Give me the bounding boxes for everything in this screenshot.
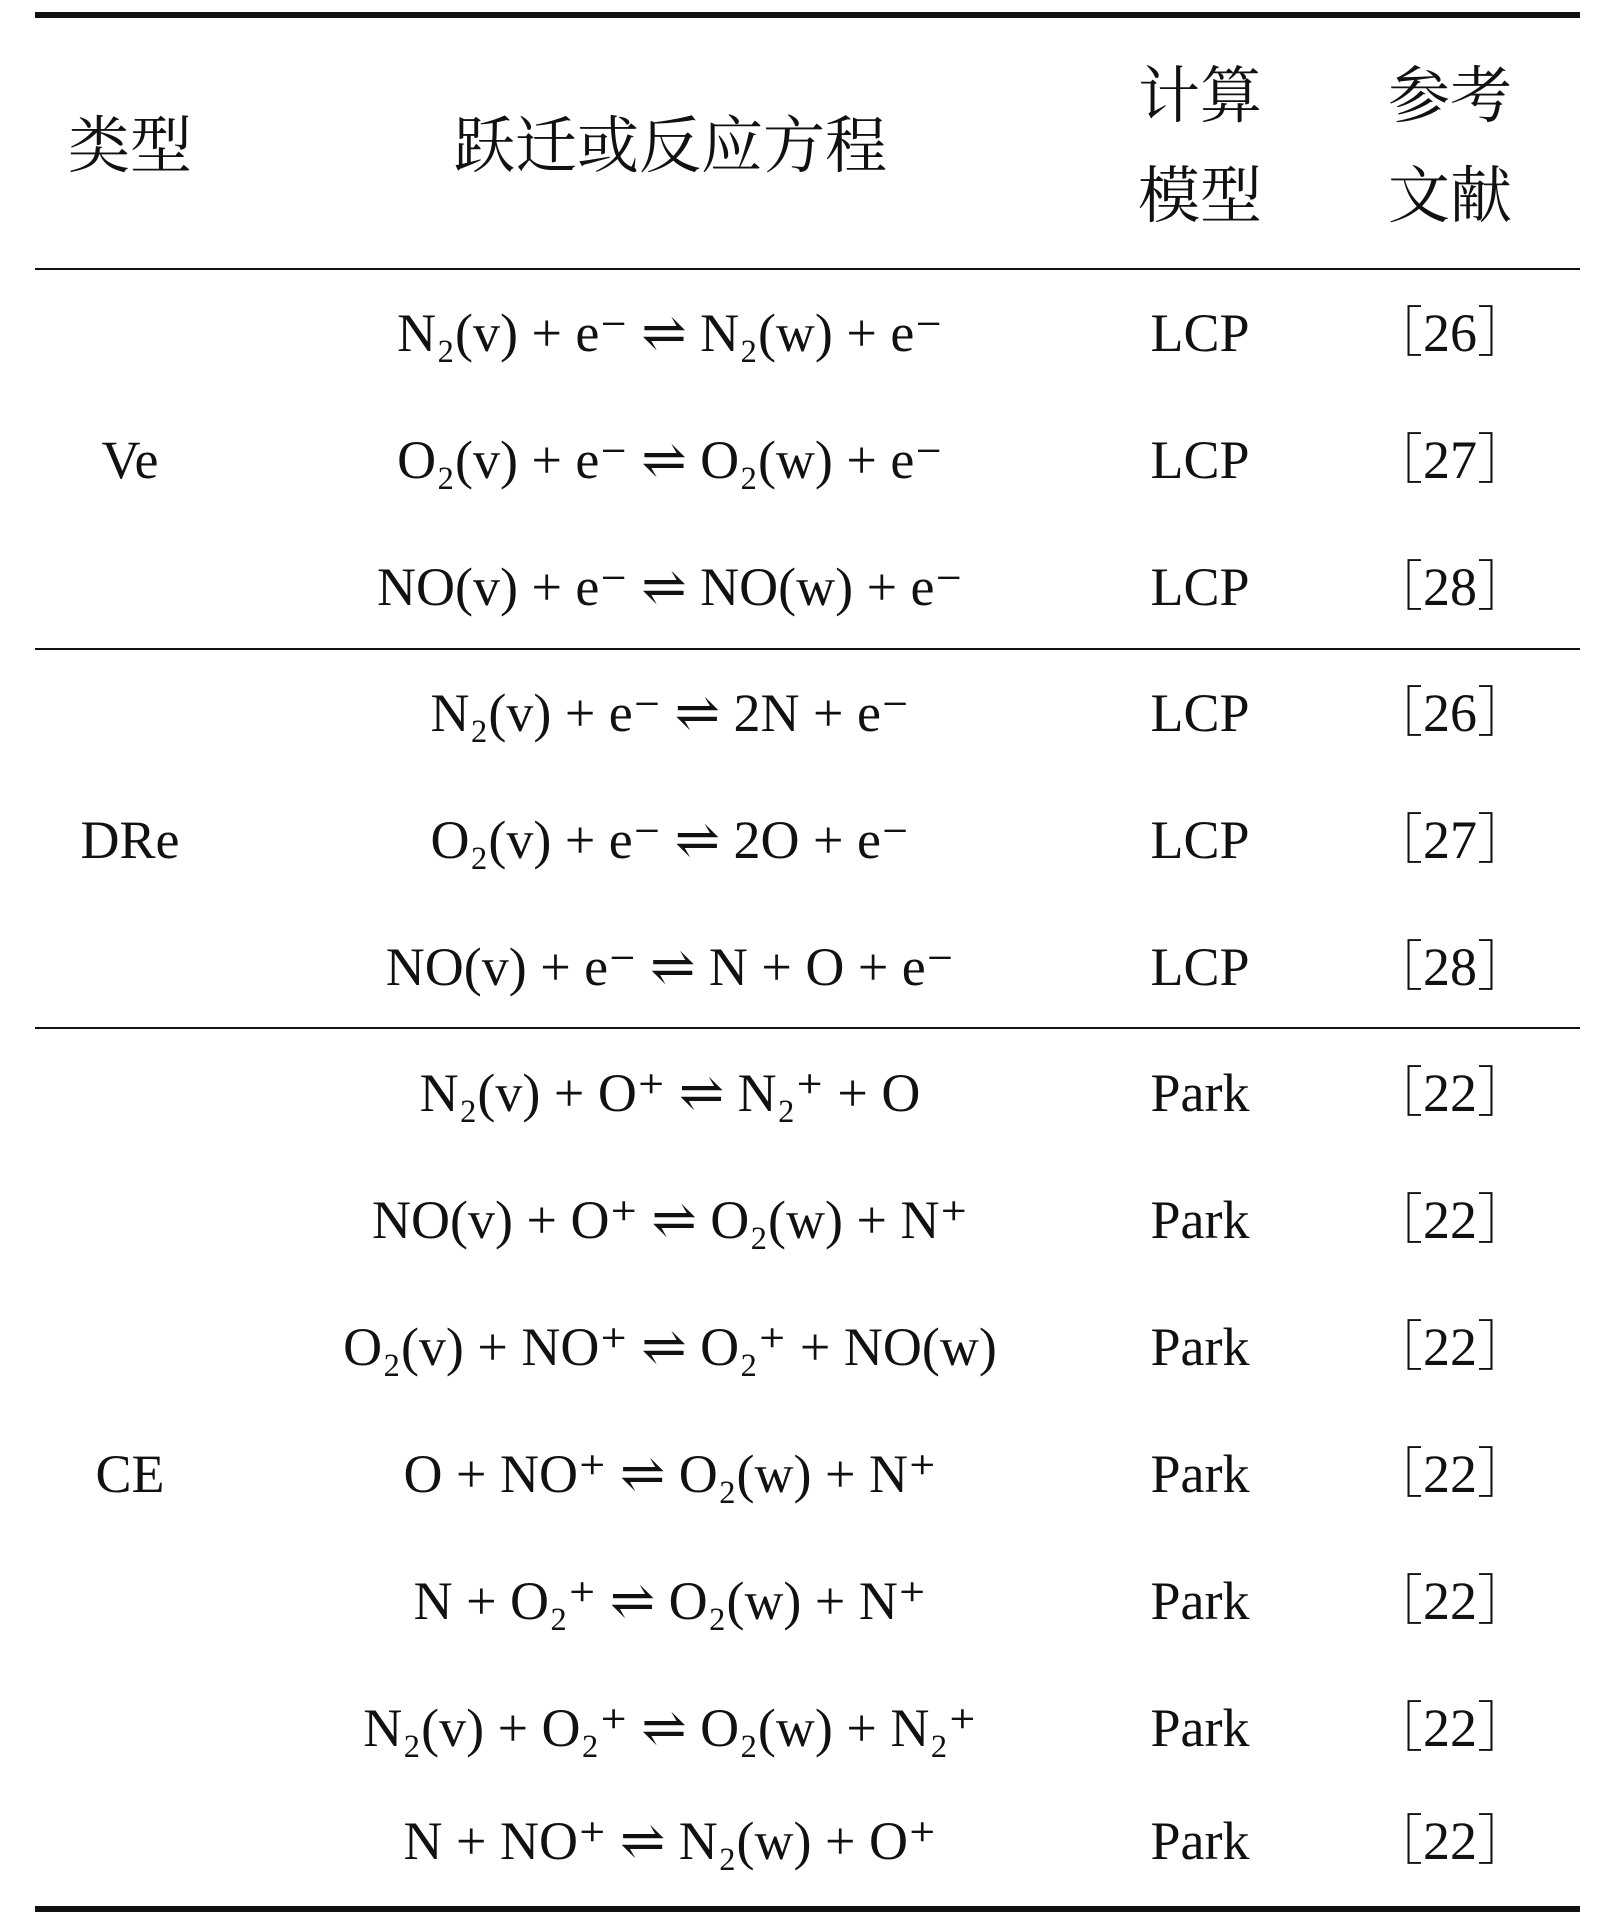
equation-cell: N₂(v) + O⁺ ⇌ N₂⁺ + O <box>419 1063 921 1123</box>
equation-cell: N₂(v) + e⁻ ⇌ 2N + e⁻ <box>430 683 910 743</box>
model-cell: LCP <box>1150 430 1250 490</box>
ref-cell: ［26］ <box>1369 303 1531 363</box>
top-rule <box>35 12 1580 18</box>
header-equation: 跃迁或反应方程 <box>452 109 887 182</box>
model-cell: LCP <box>1150 557 1250 617</box>
group-type-ve: Ve <box>101 430 159 490</box>
ref-cell: ［26］ <box>1369 683 1531 743</box>
header-model-line2: 模型 <box>1137 159 1262 232</box>
model-cell: Park <box>1150 1444 1250 1504</box>
equation-cell: N₂(v) + O₂⁺ ⇌ O₂(w) + N₂⁺ <box>363 1698 977 1758</box>
ref-cell: ［27］ <box>1369 810 1531 870</box>
equation-cell: N + NO⁺ ⇌ N₂(w) + O⁺ <box>403 1811 937 1871</box>
group-type-ce: CE <box>95 1444 165 1504</box>
header-ref-line2: 文献 <box>1387 159 1512 232</box>
equation-cell: N + O₂⁺ ⇌ O₂(w) + N⁺ <box>413 1571 927 1631</box>
header-ref-line1: 参考 <box>1387 59 1512 132</box>
equation-cell: O₂(v) + NO⁺ ⇌ O₂⁺ + NO(w) <box>343 1317 997 1377</box>
header-type: 类型 <box>67 109 192 182</box>
ref-cell: ［22］ <box>1369 1571 1531 1631</box>
model-cell: Park <box>1150 1190 1250 1250</box>
model-cell: Park <box>1150 1811 1250 1871</box>
equation-cell: O + NO⁺ ⇌ O₂(w) + N⁺ <box>403 1444 937 1504</box>
model-cell: Park <box>1150 1571 1250 1631</box>
ref-cell: ［22］ <box>1369 1317 1531 1377</box>
header-model-line1: 计算 <box>1137 59 1262 132</box>
model-cell: Park <box>1150 1698 1250 1758</box>
model-cell: Park <box>1150 1063 1250 1123</box>
model-cell: LCP <box>1150 810 1250 870</box>
group-type-dre: DRe <box>80 810 180 870</box>
bottom-rule <box>35 1906 1580 1912</box>
ref-cell: ［22］ <box>1369 1811 1531 1871</box>
group-rule <box>35 1027 1580 1029</box>
equation-cell: NO(v) + e⁻ ⇌ NO(w) + e⁻ <box>376 557 963 617</box>
equation-cell: O₂(v) + e⁻ ⇌ 2O + e⁻ <box>430 810 910 870</box>
ref-cell: ［28］ <box>1369 557 1531 617</box>
model-cell: LCP <box>1150 683 1250 743</box>
equation-cell: NO(v) + e⁻ ⇌ N + O + e⁻ <box>385 937 955 997</box>
equation-cell: O₂(v) + e⁻ ⇌ O₂(w) + e⁻ <box>397 430 943 490</box>
ref-cell: ［22］ <box>1369 1698 1531 1758</box>
ref-cell: ［27］ <box>1369 430 1531 490</box>
model-cell: LCP <box>1150 937 1250 997</box>
ref-cell: ［22］ <box>1369 1190 1531 1250</box>
model-cell: Park <box>1150 1317 1250 1377</box>
equation-cell: N₂(v) + e⁻ ⇌ N₂(w) + e⁻ <box>397 303 943 363</box>
ref-cell: ［22］ <box>1369 1063 1531 1123</box>
model-cell: LCP <box>1150 303 1250 363</box>
ref-cell: ［28］ <box>1369 937 1531 997</box>
equation-cell: NO(v) + O⁺ ⇌ O₂(w) + N⁺ <box>372 1190 968 1250</box>
ref-cell: ［22］ <box>1369 1444 1531 1504</box>
